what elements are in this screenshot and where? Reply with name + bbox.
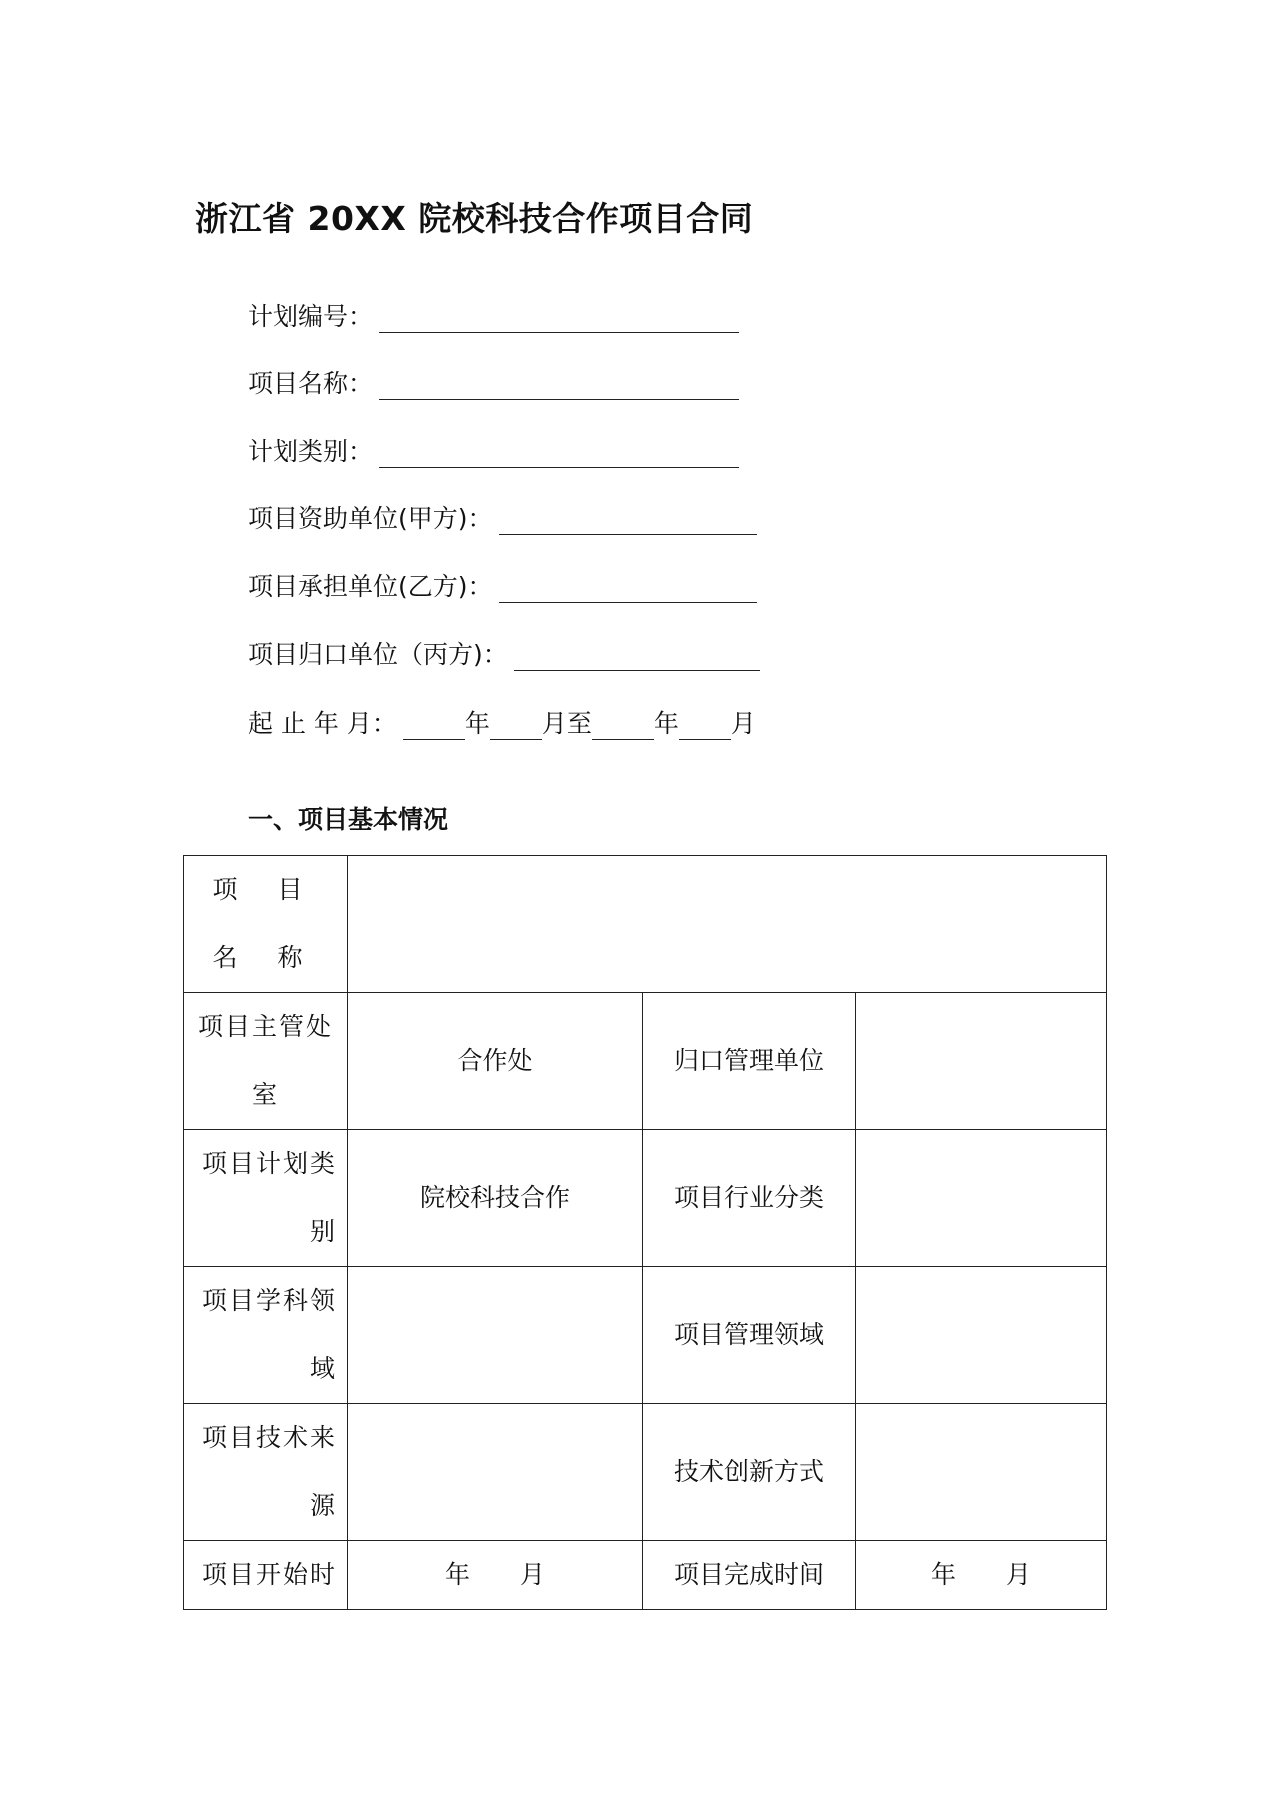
field-plan-category xyxy=(248,428,739,468)
field-start-end-date xyxy=(248,700,756,740)
cell-label: 技术创新方式 xyxy=(643,1404,856,1541)
table-row xyxy=(184,1541,1107,1610)
table-row xyxy=(184,993,1107,1130)
cell-value[interactable] xyxy=(856,1267,1107,1404)
field-blank-line[interactable] xyxy=(514,644,760,671)
cell-value[interactable]: 院校科技合作 xyxy=(348,1130,643,1267)
cell-label: 项目完成时间 xyxy=(643,1541,856,1610)
cell-value[interactable] xyxy=(856,993,1107,1130)
field-blank-line[interactable] xyxy=(499,508,757,535)
start-month-blank[interactable] xyxy=(490,713,542,740)
cell-label: 项目管理领域 xyxy=(643,1267,856,1404)
field-blank-line[interactable] xyxy=(499,576,757,603)
date-year-text: 年 xyxy=(653,709,679,738)
date-month-to-text: 月至 xyxy=(541,709,592,738)
field-plan-number xyxy=(248,293,739,333)
project-info-table xyxy=(183,855,1107,1610)
field-party-c xyxy=(248,631,760,671)
field-party-b xyxy=(248,563,757,603)
section-title-basic-info: 一、项目基本情况 xyxy=(248,805,449,834)
table-row xyxy=(184,1404,1107,1541)
cell-label: 归口管理单位 xyxy=(643,993,856,1130)
table-row xyxy=(184,856,1107,993)
field-label: 项目名称： xyxy=(248,369,374,398)
cell-value[interactable] xyxy=(348,1404,643,1541)
end-year-blank[interactable] xyxy=(592,713,654,740)
cell-label: 项目行业分类 xyxy=(643,1130,856,1267)
field-label: 项目资助单位(甲方)： xyxy=(248,504,493,533)
table-row xyxy=(184,1130,1107,1267)
end-month-blank[interactable] xyxy=(679,713,731,740)
field-label: 项目归口单位（丙方)： xyxy=(248,640,508,669)
date-label: 起 止 年 月： xyxy=(248,709,397,738)
table-row xyxy=(184,1267,1107,1404)
date-year-text: 年 xyxy=(464,709,490,738)
field-label: 项目承担单位(乙方)： xyxy=(248,572,493,601)
cell-label: 项目学科领域 xyxy=(184,1267,348,1404)
cell-value[interactable]: 年 月 xyxy=(856,1541,1107,1610)
cell-value[interactable] xyxy=(856,1130,1107,1267)
field-party-a xyxy=(248,495,757,535)
field-label: 计划类别： xyxy=(248,437,374,466)
field-blank-line[interactable] xyxy=(379,441,739,468)
document-title: 浙江省 20XX 院校科技合作项目合同 xyxy=(195,199,754,238)
cell-label: 项目开始时 xyxy=(184,1541,348,1610)
cell-label: 项目计划类别 xyxy=(184,1130,348,1267)
cell-value[interactable] xyxy=(348,1267,643,1404)
cell-value[interactable] xyxy=(856,1404,1107,1541)
cell-value[interactable]: 合作处 xyxy=(348,993,643,1130)
field-blank-line[interactable] xyxy=(379,373,739,400)
date-month-text: 月 xyxy=(730,709,756,738)
cell-value-project-name[interactable] xyxy=(348,856,1107,993)
field-label: 计划编号： xyxy=(248,302,374,331)
cell-label: 项目技术来源 xyxy=(184,1404,348,1541)
start-year-blank[interactable] xyxy=(403,713,465,740)
field-blank-line[interactable] xyxy=(379,306,739,333)
cell-label-project-name: 项 目 名 称 xyxy=(184,856,348,993)
cell-label: 项目主管处室 xyxy=(184,993,348,1130)
field-project-name xyxy=(248,360,739,400)
cell-value[interactable]: 年 月 xyxy=(348,1541,643,1610)
